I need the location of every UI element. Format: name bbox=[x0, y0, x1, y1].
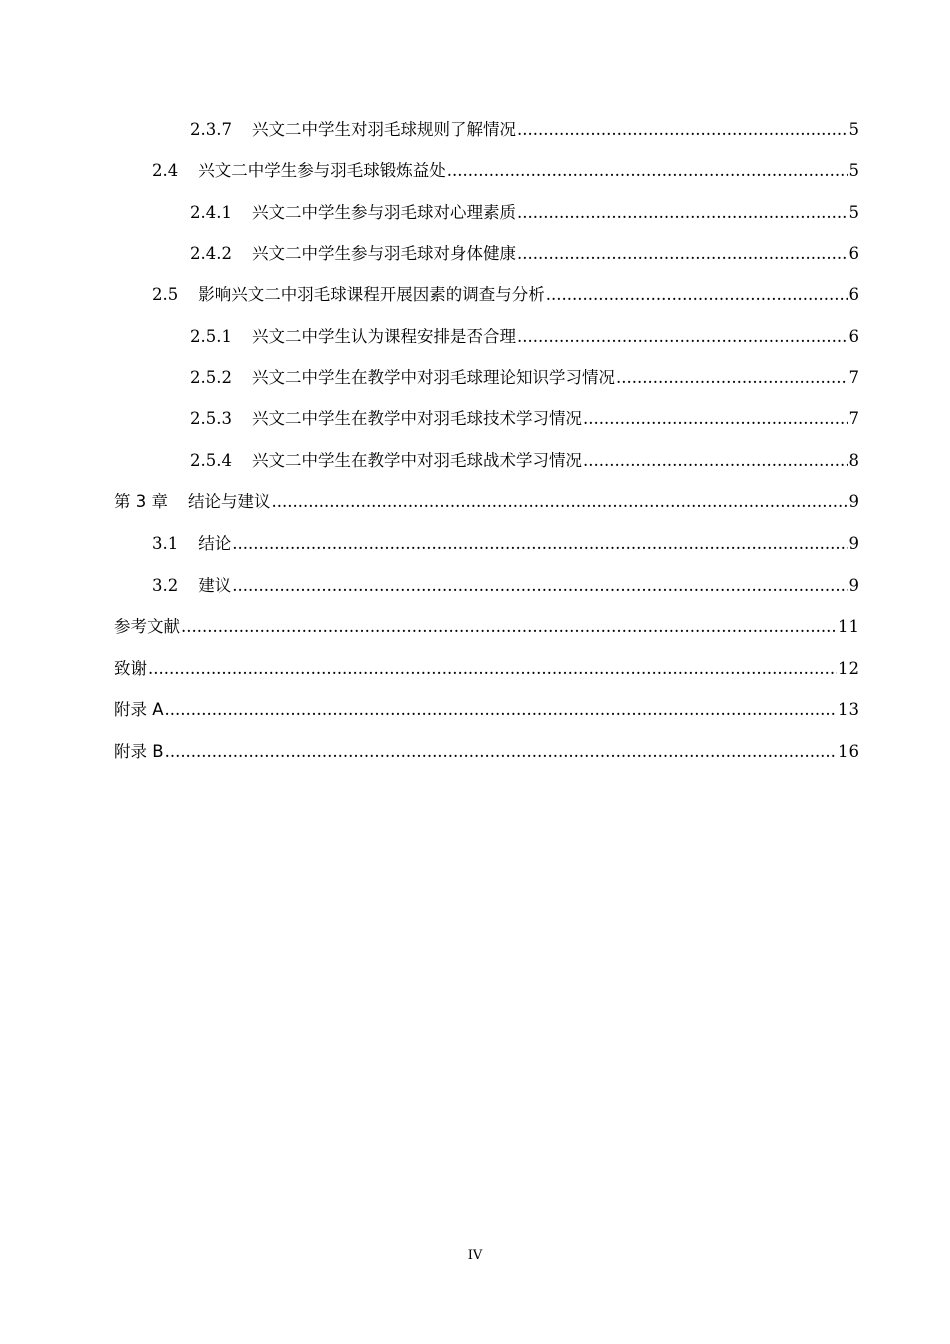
toc-entry-3-1[interactable] bbox=[152, 532, 859, 556]
toc-entry-title: 兴文二中学生认为课程安排是否合理 bbox=[251, 327, 516, 346]
toc-entry-2-5-2[interactable] bbox=[190, 366, 859, 390]
toc-entry-number: 2.4 bbox=[152, 161, 179, 180]
toc-entry-number: 2.5.2 bbox=[190, 368, 232, 387]
toc-entry-2-4-1[interactable] bbox=[190, 201, 859, 225]
toc-entry-title: 附录 A bbox=[114, 700, 164, 719]
toc-entry-page: 6 bbox=[848, 285, 859, 304]
toc-entry-title: 结论与建议 bbox=[188, 492, 271, 511]
toc-entry-page: 5 bbox=[848, 161, 859, 180]
toc-entry-page: 5 bbox=[848, 120, 859, 139]
toc-dot-leader bbox=[272, 490, 848, 514]
toc-entry-2-5-1[interactable] bbox=[190, 325, 859, 349]
toc-entry-number: 3.1 bbox=[152, 534, 179, 553]
toc-entry-page: 7 bbox=[848, 368, 859, 387]
page-number: IV bbox=[467, 1248, 483, 1263]
toc-entry-page: 7 bbox=[848, 409, 859, 428]
toc-entry-2-5-3[interactable] bbox=[190, 407, 859, 431]
toc-entry-title: 兴文二中学生参与羽毛球对心理素质 bbox=[251, 203, 516, 222]
toc-entry-page: 8 bbox=[848, 451, 859, 470]
toc-entry-number: 2.5.4 bbox=[190, 451, 232, 470]
toc-entry-page: 6 bbox=[848, 327, 859, 346]
toc-dot-leader bbox=[165, 740, 837, 764]
toc-dot-leader bbox=[583, 449, 848, 473]
toc-entry-number: 2.5.1 bbox=[190, 327, 232, 346]
toc-entry-number: 2.5.3 bbox=[190, 409, 232, 428]
toc-entry-2-3-7[interactable] bbox=[190, 118, 859, 142]
toc-entry-page: 12 bbox=[838, 659, 859, 678]
toc-entry-number: 2.4.1 bbox=[190, 203, 232, 222]
toc-dot-leader bbox=[616, 366, 848, 390]
toc-entry-title: 结论 bbox=[198, 534, 232, 553]
toc-entry-title: 兴文二中学生在教学中对羽毛球理论知识学习情况 bbox=[251, 368, 615, 387]
toc-dot-leader bbox=[181, 615, 837, 639]
toc-entry-title: 兴文二中学生参与羽毛球锻炼益处 bbox=[198, 161, 446, 180]
toc-dot-leader bbox=[517, 242, 848, 266]
toc-entry-2-5[interactable] bbox=[152, 283, 859, 307]
toc-entry-title: 兴文二中学生参与羽毛球对身体健康 bbox=[251, 244, 516, 263]
toc-dot-leader bbox=[583, 407, 848, 431]
toc-entry-number: 2.4.2 bbox=[190, 244, 232, 263]
toc-entry-page: 6 bbox=[848, 244, 859, 263]
toc-entry-page: 9 bbox=[848, 576, 859, 595]
toc-entry-title: 致谢 bbox=[114, 659, 147, 678]
toc-dot-leader bbox=[517, 325, 848, 349]
toc-dot-leader bbox=[232, 532, 847, 556]
toc-dot-leader bbox=[232, 574, 847, 598]
toc-entry-page: 16 bbox=[838, 742, 859, 761]
toc-entry-title: 建议 bbox=[198, 576, 232, 595]
toc-entry-title: 附录 B bbox=[114, 742, 164, 761]
toc-entry-title: 兴文二中学生在教学中对羽毛球技术学习情况 bbox=[251, 409, 582, 428]
toc-dot-leader bbox=[165, 698, 837, 722]
toc-entry-number: 2.3.7 bbox=[190, 120, 232, 139]
toc-entry-chapter-3[interactable] bbox=[114, 490, 859, 514]
toc-entry-acknowledgements[interactable] bbox=[114, 657, 859, 681]
toc-entry-page: 9 bbox=[848, 492, 859, 511]
toc-entry-2-5-4[interactable] bbox=[190, 449, 859, 473]
toc-entry-appendix-a[interactable] bbox=[114, 698, 859, 722]
toc-dot-leader bbox=[517, 118, 848, 142]
toc-entry-2-4-2[interactable] bbox=[190, 242, 859, 266]
toc-entry-number: 2.5 bbox=[152, 285, 179, 304]
toc-entry-page: 11 bbox=[838, 617, 859, 636]
toc-entry-3-2[interactable] bbox=[152, 574, 859, 598]
toc-dot-leader bbox=[517, 201, 848, 225]
toc-dot-leader bbox=[447, 159, 848, 183]
toc-entry-page: 9 bbox=[848, 534, 859, 553]
toc-entry-title: 参考文献 bbox=[114, 617, 180, 636]
toc-entry-page: 5 bbox=[848, 203, 859, 222]
toc-entry-number: 第 3 章 bbox=[114, 492, 168, 511]
toc-entry-page: 13 bbox=[838, 700, 859, 719]
toc-entry-appendix-b[interactable] bbox=[114, 740, 859, 764]
toc-dot-leader bbox=[546, 283, 848, 307]
toc-entry-2-4[interactable] bbox=[152, 159, 859, 183]
toc-entry-references[interactable] bbox=[114, 615, 859, 639]
toc-entry-title: 影响兴文二中羽毛球课程开展因素的调查与分析 bbox=[198, 285, 545, 304]
toc-dot-leader bbox=[148, 657, 837, 681]
toc-entry-title: 兴文二中学生对羽毛球规则了解情况 bbox=[251, 120, 516, 139]
toc-entry-title: 兴文二中学生在教学中对羽毛球战术学习情况 bbox=[251, 451, 582, 470]
toc-entry-number: 3.2 bbox=[152, 576, 179, 595]
